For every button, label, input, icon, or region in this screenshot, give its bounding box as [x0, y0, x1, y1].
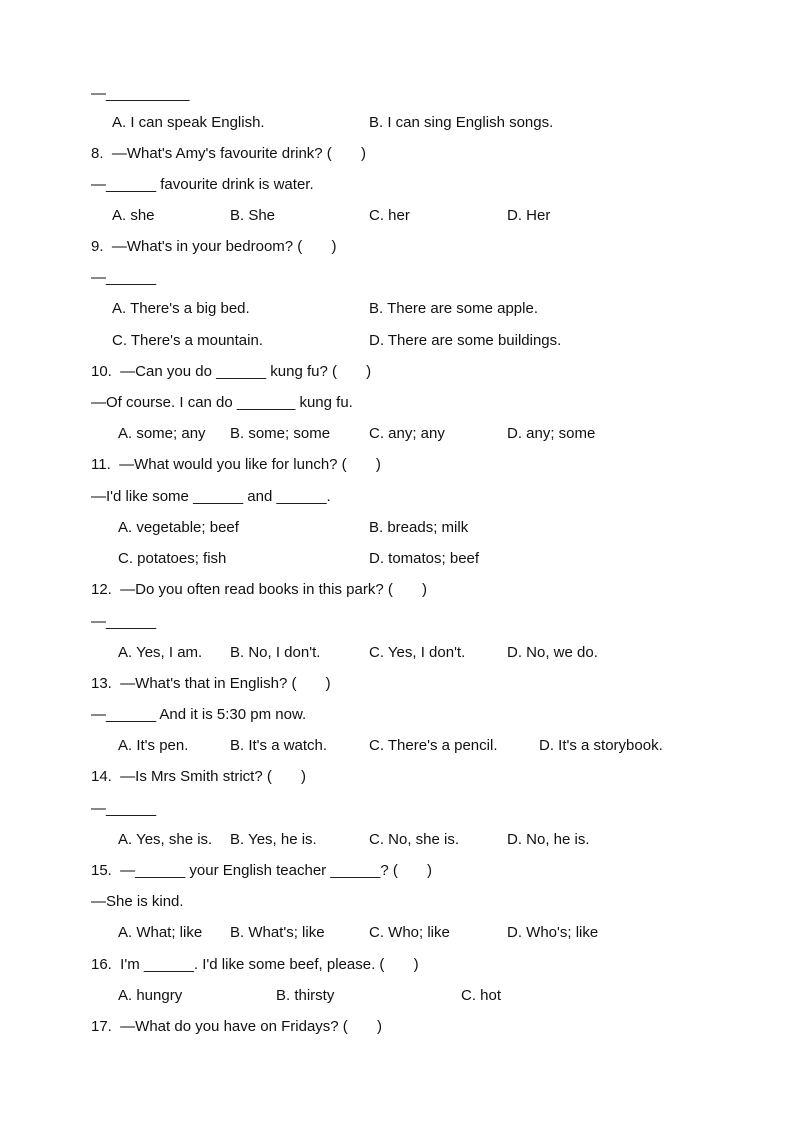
question-9-answer: —______: [91, 269, 157, 286]
option-c: C. hot: [461, 987, 502, 1004]
option-b: B. some; some: [230, 425, 331, 442]
option-c: C. There's a mountain.: [112, 332, 263, 349]
question-12-text: 12. —Do you often read books in this park? ( ): [91, 581, 427, 598]
option-c: C. Who; like: [369, 924, 450, 941]
option-b: B. It's a watch.: [230, 737, 328, 754]
option-a: A. she: [112, 207, 155, 224]
option-a: A. Yes, she is.: [118, 831, 213, 848]
option-c: C. Yes, I don't.: [369, 644, 466, 661]
question-14-text: 14. —Is Mrs Smith strict? ( ): [91, 768, 307, 785]
option-a: A. What; like: [118, 924, 203, 941]
question-15-answer: —She is kind.: [91, 893, 184, 910]
option-a: A. There's a big bed.: [112, 300, 250, 317]
option-c: C. No, she is.: [369, 831, 460, 848]
option-d: D. There are some buildings.: [369, 332, 562, 349]
question-8-answer: —______ favourite drink is water.: [91, 176, 314, 193]
option-b: B. thirsty: [276, 987, 335, 1004]
question-10-text: 10. —Can you do ______ kung fu? ( ): [91, 363, 372, 380]
option-d: D. No, he is.: [507, 831, 590, 848]
option-d: D. Her: [507, 207, 551, 224]
option-b: B. What's; like: [230, 924, 325, 941]
question-13-text: 13. —What's that in English? ( ): [91, 675, 331, 692]
option-b: B. There are some apple.: [369, 300, 538, 317]
question-11-text: 11. —What would you like for lunch? ( ): [91, 456, 381, 473]
option-d: D. It's a storybook.: [539, 737, 663, 754]
option-d: D. Who's; like: [507, 924, 599, 941]
option-d: D. tomatos; beef: [369, 550, 480, 567]
option-c: C. There's a pencil.: [369, 737, 498, 754]
question-10-answer: —Of course. I can do _______ kung fu.: [91, 394, 353, 411]
question-11-answer: —I'd like some ______ and ______.: [91, 488, 331, 505]
option-b: B. Yes, he is.: [230, 831, 317, 848]
option-a: A. some; any: [118, 425, 206, 442]
option-c: C. her: [369, 207, 410, 224]
option-c: C. potatoes; fish: [118, 550, 227, 567]
option-d: D. any; some: [507, 425, 596, 442]
option-a: A. It's pen.: [118, 737, 189, 754]
option-b: B. I can sing English songs.: [369, 114, 554, 131]
question-17-text: 17. —What do you have on Fridays? ( ): [91, 1018, 382, 1035]
option-a: A. vegetable; beef: [118, 519, 239, 536]
question-13-answer: —______ And it is 5:30 pm now.: [91, 706, 307, 723]
option-a: A. Yes, I am.: [118, 644, 203, 661]
option-a: A. hungry: [118, 987, 183, 1004]
question-12-answer: —______: [91, 613, 157, 630]
answer-blank-line: —__________: [91, 85, 190, 102]
option-b: B. She: [230, 207, 276, 224]
question-9-text: 9. —What's in your bedroom? ( ): [91, 238, 337, 255]
option-c: C. any; any: [369, 425, 445, 442]
option-b: B. breads; milk: [369, 519, 469, 536]
option-a: A. I can speak English.: [112, 114, 265, 131]
question-15-text: 15. —______ your English teacher ______? ( ): [91, 862, 433, 879]
question-16-text: 16. I'm ______. I'd like some beef, please. ( ): [91, 956, 419, 973]
question-14-answer: —______: [91, 800, 157, 817]
option-d: D. No, we do.: [507, 644, 598, 661]
question-8-text: 8. —What's Amy's favourite drink? ( ): [91, 145, 366, 162]
option-b: B. No, I don't.: [230, 644, 321, 661]
